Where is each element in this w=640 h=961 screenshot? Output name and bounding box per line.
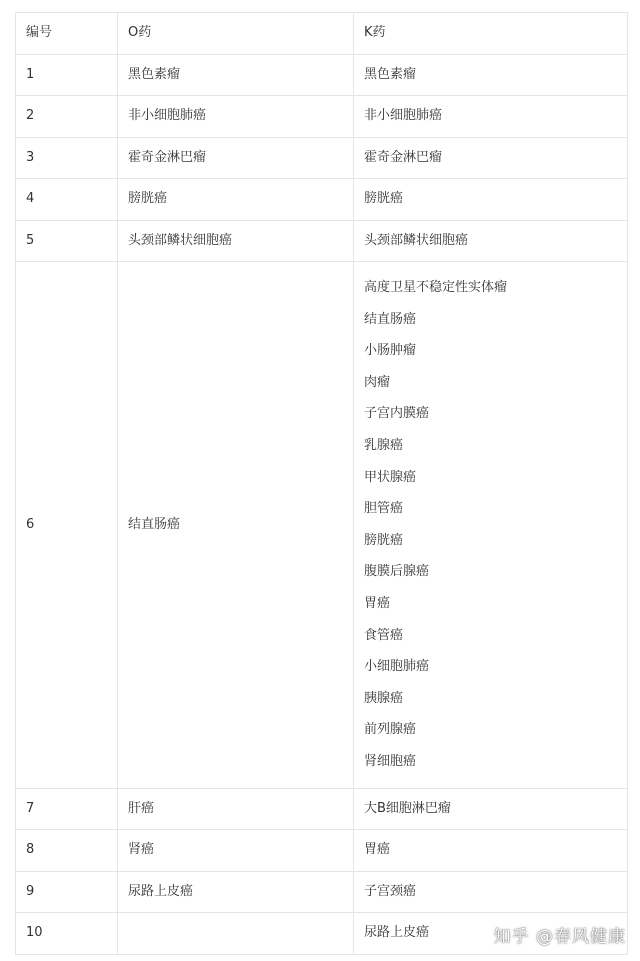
table-row xyxy=(16,179,628,221)
cell-number: 6 xyxy=(16,262,118,789)
table-row xyxy=(16,830,628,872)
k-drug-indication-item: 胆管癌 xyxy=(364,501,404,517)
k-drug-indication-item: 小细胞肺癌 xyxy=(364,659,430,675)
header-number: 编号 xyxy=(16,13,118,55)
cell-number: 2 xyxy=(16,96,118,138)
cell-o-drug: 非小细胞肺癌 xyxy=(118,96,354,138)
k-drug-indication-item: 腹膜后腺癌 xyxy=(364,564,430,580)
cell-k-drug: 头颈部鳞状细胞癌 xyxy=(354,220,628,262)
cell-number: 10 xyxy=(16,913,118,955)
zhihu-watermark: 知乎 @春风健康 xyxy=(493,927,626,947)
cell-number: 3 xyxy=(16,137,118,179)
k-drug-indication-item: 乳腺癌 xyxy=(364,437,404,453)
cell-number: 4 xyxy=(16,179,118,221)
cell-k-drug: 黑色素瘤 xyxy=(354,54,628,96)
cell-o-drug: 肝癌 xyxy=(118,788,354,830)
table-row xyxy=(16,96,628,138)
k-drug-indication-item: 食管癌 xyxy=(364,627,404,643)
k-drug-indication-item: 甲状腺癌 xyxy=(364,469,417,485)
k-drug-indication-item: 小肠肿瘤 xyxy=(364,343,417,359)
cell-k-drug: 子宫颈癌 xyxy=(354,871,628,913)
k-drug-indication-item: 胰腺癌 xyxy=(364,690,404,706)
cell-number: 9 xyxy=(16,871,118,913)
k-drug-indication-item: 肉瘤 xyxy=(364,374,391,390)
table-row xyxy=(16,871,628,913)
k-drug-indication-item: 肾细胞癌 xyxy=(364,753,417,769)
k-drug-indication-item: 膀胱癌 xyxy=(364,532,404,548)
drug-indication-table xyxy=(15,12,628,955)
cell-number: 5 xyxy=(16,220,118,262)
header-o-drug: O药 xyxy=(118,13,354,55)
k-drug-indication-item: 胃癌 xyxy=(364,595,391,611)
cell-k-drug: 非小细胞肺癌 xyxy=(354,96,628,138)
cell-o-drug: 膀胱癌 xyxy=(118,179,354,221)
table-header-row xyxy=(16,13,628,55)
k-drug-indication-list xyxy=(364,262,617,788)
cell-k-drug: 霍奇金淋巴瘤 xyxy=(354,137,628,179)
cell-o-drug: 尿路上皮癌 xyxy=(118,871,354,913)
cell-number: 8 xyxy=(16,830,118,872)
table-row xyxy=(16,262,628,789)
cell-k-drug: 膀胱癌 xyxy=(354,179,628,221)
table-row xyxy=(16,788,628,830)
cell-o-drug: 霍奇金淋巴瘤 xyxy=(118,137,354,179)
table-row xyxy=(16,54,628,96)
cell-o-drug: 肾癌 xyxy=(118,830,354,872)
cell-o-drug xyxy=(118,913,354,955)
cell-o-drug: 黑色素瘤 xyxy=(118,54,354,96)
table-row xyxy=(16,220,628,262)
header-k-drug: K药 xyxy=(354,13,628,55)
cell-o-drug: 头颈部鳞状细胞癌 xyxy=(118,220,354,262)
cell-k-drug: 胃癌 xyxy=(354,830,628,872)
k-drug-indication-item: 子宫内膜癌 xyxy=(364,406,430,422)
cell-k-drug xyxy=(354,262,628,789)
k-drug-indication-item: 高度卫星不稳定性实体瘤 xyxy=(364,280,508,295)
cell-number: 7 xyxy=(16,788,118,830)
k-drug-indication-item: 结直肠癌 xyxy=(364,311,417,327)
cell-k-drug: 大B细胞淋巴瘤 xyxy=(354,788,628,830)
cell-o-drug: 结直肠癌 xyxy=(118,262,354,789)
table-row xyxy=(16,137,628,179)
k-drug-indication-item: 前列腺癌 xyxy=(364,722,417,738)
cell-number: 1 xyxy=(16,54,118,96)
cell-k-drug: 尿路上皮癌 xyxy=(354,913,628,955)
